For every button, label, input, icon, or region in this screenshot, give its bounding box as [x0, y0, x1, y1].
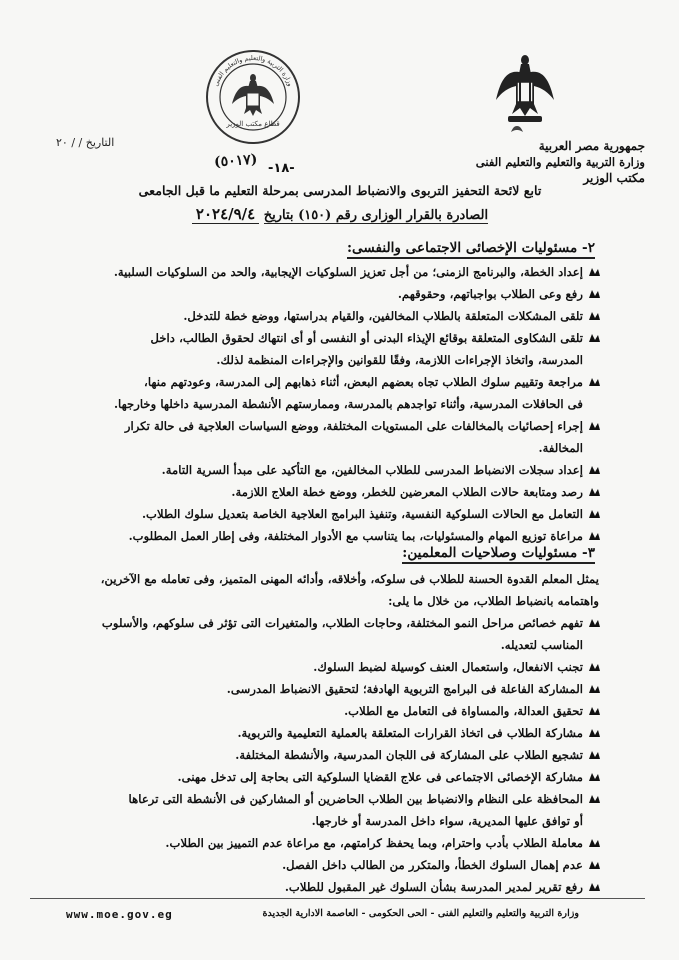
bullet-icon [588, 310, 601, 322]
list-item [41, 744, 601, 766]
list-item [41, 503, 601, 525]
list-item [41, 656, 601, 678]
list-item [41, 612, 601, 656]
list-item-line: إجراء إحصائيات بالمخالفات على المستويات المختلفة، ووضع السياسات العلاجية فى حالة تكرار [124, 419, 583, 433]
bullet-icon [588, 464, 601, 476]
intro-line: واهتمامه بانضباط الطلاب، من خلال ما يلى: [388, 594, 599, 608]
decree-line [30, 205, 650, 223]
bullet-icon [588, 683, 601, 695]
list-item-line: التعامل مع الحالات السلوكية النفسية، وتنفيذ البرامج العلاجية الخاصة بتعديل سلوك الطلاب. [141, 507, 583, 521]
list-item-line: تحقيق العدالة، والمساواة فى التعامل مع الطلاب. [344, 704, 583, 718]
list-item-line: تشجيع الطلاب على المشاركة فى اللجان المدرسية، والأنشطة المختلفة. [235, 748, 583, 762]
list-item [41, 305, 601, 327]
bullet-icon [588, 266, 601, 278]
section-3-intro [19, 568, 599, 612]
bullet-icon [588, 617, 601, 629]
handwritten-number: (٥٠١٧) [213, 151, 258, 171]
stamp-ring-text: وزارة التربية والتعليم والتعليم الفنى [211, 53, 295, 88]
footer-website: www.moe.gov.eg [66, 908, 173, 921]
letterhead [445, 138, 645, 186]
list-item-line: تلقى المشكلات المتعلقة بالطلاب المخالفين، والقيام بدراستها، ووضع خطة للتدخل. [183, 309, 583, 323]
bullet-icon [588, 705, 601, 717]
list-item [41, 415, 601, 459]
list-item-line: المحافظة على النظام والانضباط بين الطلاب الحاضرين أو المشاركين فى الأنشطة التى ترعاها [128, 792, 583, 806]
bullet-icon [588, 749, 601, 761]
eagle-small-icon [510, 124, 524, 134]
section-3-list [41, 612, 601, 898]
list-item [41, 371, 601, 415]
document-title: تابع لائحة التحفيز التربوى والانضباط المدرسى بمرحلة التعليم ما قبل الجامعى [138, 183, 542, 198]
country-name: جمهورية مصر العربية [538, 139, 645, 153]
bullet-icon [588, 376, 601, 388]
section-3-heading: ٣- مسئوليات وصلاحيات المعلمين: [402, 545, 595, 564]
section-2-heading: ٢- مسئوليات الإخصائى الاجتماعى والنفسى: [347, 240, 595, 259]
list-item-line: فى الحافلات المدرسية، وأثناء تواجدهم بالمدرسة، وممارستهم الأنشطة المدرسية داخلها وخارجها. [113, 397, 583, 411]
list-item [41, 459, 601, 481]
list-item [41, 700, 601, 722]
ministry-name: وزارة التربية والتعليم والتعليم الفنى [475, 155, 645, 169]
list-item [41, 283, 601, 305]
bullet-icon [588, 881, 601, 893]
list-item-line: مراعاة توزيع المهام والمسئوليات، بما يتناسب مع الأدوار المختلفة، وفى إطار العمل المطلوب. [128, 529, 583, 543]
bullet-icon [588, 859, 601, 871]
list-item-line: تجنب الانفعال، واستعمال العنف كوسيلة لضبط السلوك. [313, 660, 583, 674]
list-item-line: المشاركة الفاعلة فى البرامج التربوية الهادفة؛ لتحقيق الانضباط المدرسى. [226, 682, 583, 696]
list-item [41, 854, 601, 876]
footer-address: وزارة التربية والتعليم والتعليم الفنى - الحى الحكومى - العاصمة الادارية الجديدة [262, 908, 579, 919]
bullet-icon [588, 332, 601, 344]
list-item-line: رصد ومتابعة حالات الطلاب المعرضين للخطر، ووضع خطة العلاج اللازمة. [231, 485, 583, 499]
intro-line: يمثل المعلم القدوة الحسنة للطلاب فى سلوكه، وأخلاقه، وأدائه المهنى المتميز، وفى تعامله مع الآخرين، [100, 572, 599, 586]
bullet-icon [588, 530, 601, 542]
bullet-icon [588, 420, 601, 432]
bullet-icon [588, 771, 601, 783]
bullet-icon [588, 661, 601, 673]
list-item-line: تلقى الشكاوى المتعلقة بوقائع الإيذاء البدنى أو النفسى أو أى انتهاك لحقوق الطالب، داخل [150, 331, 583, 345]
list-item-line: المناسب لتعديله. [500, 638, 583, 652]
eagle-emblem-icon [494, 52, 556, 128]
list-item [41, 722, 601, 744]
list-item [41, 876, 601, 898]
list-item-line: مشاركة الإخصائى الاجتماعى فى علاج القضايا السلوكية التى بحاجة إلى تدخل مهنى. [177, 770, 583, 784]
decree-text: الصادرة بالقرار الوزارى رقم (١٥٠) بتاريخ [263, 208, 489, 223]
list-item [41, 525, 601, 547]
list-item [41, 832, 601, 854]
section-2-list [41, 261, 601, 547]
stamp-inner-text: قطاع مكتب الوزير [226, 120, 280, 128]
list-item-line: إعداد الخطة، والبرنامج الزمنى؛ من أجل تعزيز السلوكيات الإيجابية، والحد من السلوكيات السلبية. [113, 265, 583, 279]
list-item-line: إعداد سجلات الانضباط المدرسى للطلاب المخالفين، مع التأكيد على مبدأ السرية التامة. [161, 463, 583, 477]
bullet-icon [588, 508, 601, 520]
list-item-line: عدم إهمال السلوك الخطأ، والمتكرر من الطالب داخل الفصل. [282, 858, 583, 872]
list-item-line: تفهم خصائص مراحل النمو المختلفة، وحاجات الطلاب، والمتغيرات التى تؤثر فى سلوكهم، والأسلوب [101, 616, 583, 630]
date-label: التاريخ / / ٢٠ [56, 136, 115, 149]
list-item [41, 481, 601, 503]
list-item-line: معاملة الطلاب بأدب واحترام، وبما يحفظ كرامتهم، مع مراعاة عدم التمييز بين الطلاب. [165, 836, 583, 850]
list-item [41, 788, 601, 832]
page-number: -١٨- [268, 161, 295, 176]
footer-divider [30, 898, 645, 899]
official-stamp [204, 48, 302, 146]
list-item-line: المدرسة، واتخاذ الإجراءات اللازمة، وفقًا للقوانين والإجراءات المنظمة لذلك. [216, 353, 583, 367]
list-item-line: مشاركة الطلاب فى اتخاذ القرارات المتعلقة بالعملية التعليمية والتربوية. [237, 726, 583, 740]
list-item-line: رفع وعى الطلاب بواجباتهم، وحقوقهم. [397, 287, 583, 301]
bullet-icon [588, 793, 601, 805]
bullet-icon [588, 727, 601, 739]
list-item [41, 678, 601, 700]
office-name: مكتب الوزير [583, 171, 645, 185]
bullet-icon [588, 486, 601, 498]
decree-date: ٢٠٢٤/٩/٤ [192, 205, 259, 224]
bullet-icon [588, 288, 601, 300]
list-item [41, 327, 601, 371]
list-item-line: مراجعة وتقييم سلوك الطلاب تجاه بعضهم البعض، أثناء ذهابهم إلى المدرسة، وعودتهم منها، [144, 375, 583, 389]
list-item-line: رفع تقرير لمدير المدرسة بشأن السلوك غير المقبول للطلاب. [284, 880, 583, 894]
list-item-line: المخالفة. [538, 441, 583, 455]
list-item-line: أو توافق عليها المديرية، سواء داخل المدرسة أو خارجها. [311, 814, 583, 828]
bullet-icon [588, 837, 601, 849]
list-item [41, 261, 601, 283]
list-item [41, 766, 601, 788]
